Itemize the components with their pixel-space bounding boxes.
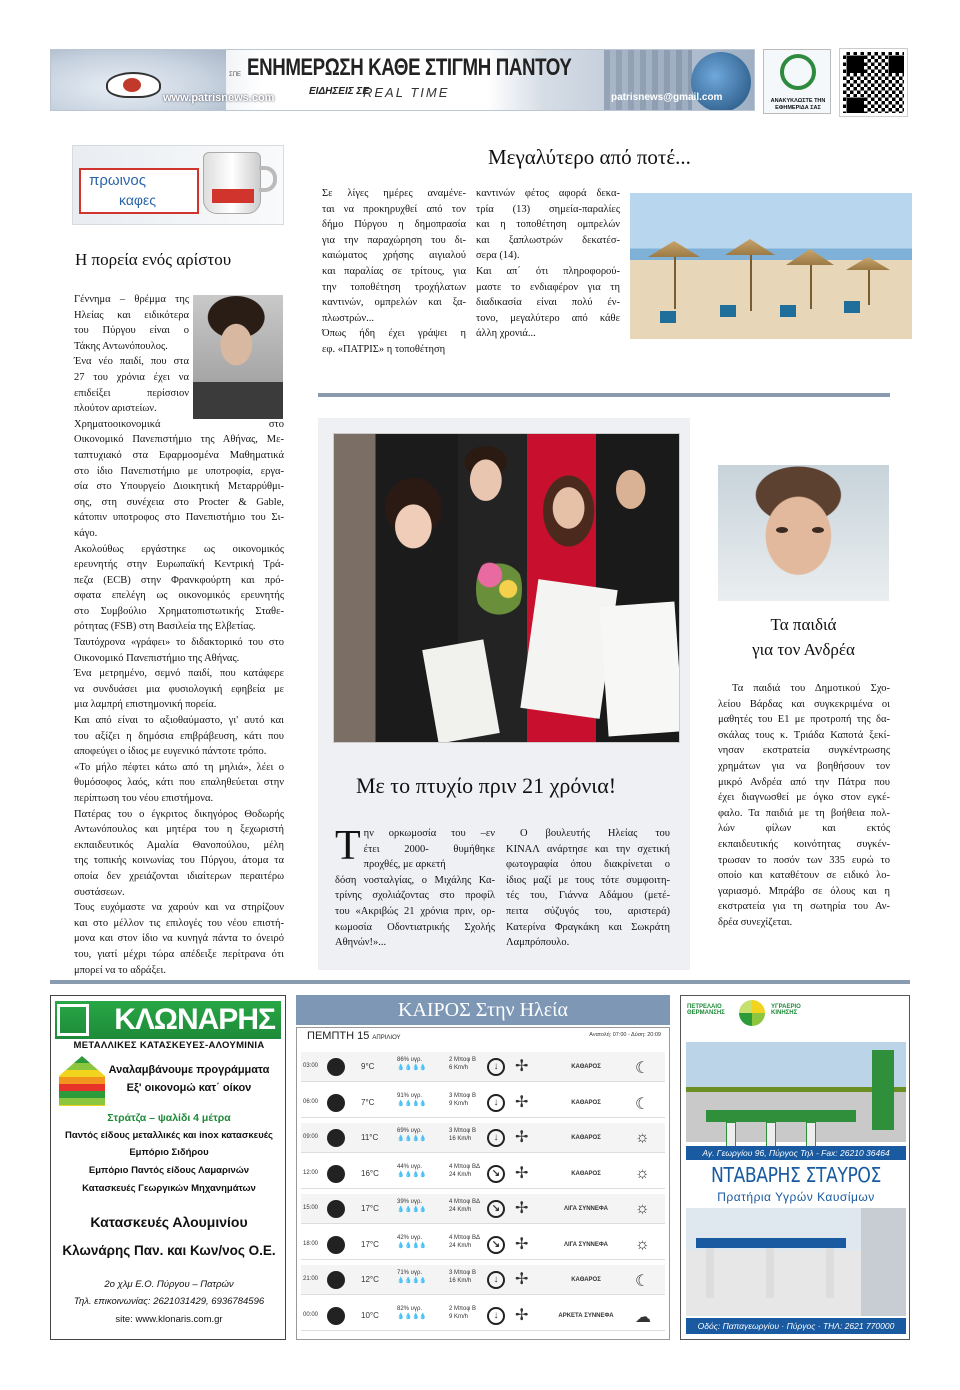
weather-condition: ΚΑΘΑΡΟΣ <box>571 1277 601 1283</box>
text-line: της τοπικής κοινωνίας του Πύργου, άτομα τα <box>74 855 284 867</box>
text-line: κάτοπιν υποτροφος στο Πανεπιστήμιο του Σι- <box>74 512 284 524</box>
banner-email[interactable]: patrisnews@gmail.com <box>611 92 723 103</box>
article-title-beach: Μεγαλύτερο από ποτέ... <box>488 145 691 169</box>
weather-wind: 2 Μποφ Β 6 Km/h <box>449 1057 476 1071</box>
weather-condition-icon: ☾ <box>635 1095 650 1113</box>
text-line: Οικονομικό Πανεπιστήμιο της Αθήνας, Με- <box>74 434 284 446</box>
weather-table <box>296 1027 670 1340</box>
weather-condition-icon: ☾ <box>635 1273 650 1290</box>
wind-direction-icon: ↘ <box>487 1165 505 1183</box>
klonaris-logo: ΚΛΩΝΑΡΗΣ <box>55 1001 281 1039</box>
weather-time: 15:00 <box>303 1205 319 1211</box>
text-line: εφ. «ΠΑΤΡΙΣ» η τοποθέτηση <box>322 343 446 355</box>
weather-condition: ΛΙΓΑ ΣΥΝΝΕΦΑ <box>564 1241 608 1248</box>
weather-condition: ΚΑΘΑΡΟΣ <box>571 1170 601 1177</box>
text-line: Τάκης Αντωνόπουλος. <box>74 340 168 352</box>
text-line: ρότητας (FSB) στη Βασιλεία της Ελβετίας. <box>74 621 256 633</box>
logo-word-2: καφες <box>119 192 156 208</box>
text-line: πλούτον αριστείων. <box>74 403 157 415</box>
weather-row <box>301 1052 665 1082</box>
ad-klonaris[interactable]: ΚΛΩΝΑΡΗΣ ΜΕΤΑΛΛΙΚΕΣ ΚΑΤΑΣΚΕΥΕΣ-ΑΛΟΥΜΙΝΙΑ Αναλαμβάνουμε προγράμματα Εξ' οικονομώ κατ΄ οίκον Στράτζα – ψαλίδι 4 μέτρα Παντός είδους μεταλλικές και inox κατασκευές Εμπόριο Σιδήρου Εμπόριο Παντός είδους Λαμαρινών Κατασκευές Γεωργικών Μηχανημάτων Κατασκευές Αλουμινίου Κλωνάρης Παν. και Κων/νος Ο.Ε. 2ο χλμ Ε.Ο. Πύργου – Πατρών Τηλ. επικοινωνίας: 2621031429, 6936784596 site: www.klonaris.com.gr <box>50 995 286 1340</box>
text-line: επιδείξει περίσσιον <box>74 387 189 399</box>
text-line: έχει διαγνωσθεί με όγκο στον εγκέ- <box>718 792 890 804</box>
text-line: δόση νοσταλγίας, ο Μιχάλης Κα- <box>335 874 495 886</box>
weather-time: 06:00 <box>303 1098 319 1105</box>
text-line: γαριασμό. Μπράβο σε όλους και η <box>718 885 890 897</box>
bp-address: Αγ. Γεωργίου 96, Πύργος Τηλ - Fax: 26210 36464 <box>686 1146 906 1160</box>
wind-direction-icon: ↓ <box>487 1094 505 1112</box>
article-title-grad: Με το πτυχίο πριν 21 χρόνια! <box>356 773 617 798</box>
article-title-boy-2: για τον Ανδρέα <box>752 640 855 659</box>
weather-row <box>301 1301 665 1331</box>
coffee-mug-icon <box>203 152 261 214</box>
weather-wind: 3 Μποφ Β 16 Km/h <box>449 1270 476 1284</box>
text-line: νησαν εκστρατεία συγκέντρωσης <box>718 745 890 757</box>
logo-box <box>79 168 199 214</box>
weather-temp: 10°C <box>361 1310 379 1320</box>
recycle-badge <box>763 49 831 114</box>
text-line: Κατερίνα Φραγκάκη και Σωκράτη <box>506 921 670 933</box>
text-line: έτει 2000- θυμήθηκε <box>363 843 495 855</box>
photo-boy <box>718 465 889 601</box>
windmill-icon: ✢ <box>515 1200 529 1217</box>
text-line: θυμόσοφος λαός, κάτι που επαληθεύεται στην <box>74 777 284 789</box>
weather-wind: 4 Μποφ ΒΔ 24 Km/h <box>449 1234 480 1249</box>
weather-temp: 12°C <box>361 1275 379 1284</box>
text-line: Σε λίγες ημέρες αναμένε- <box>322 188 466 199</box>
text-line: Χρηματοοικονομικά στο <box>74 418 284 430</box>
weather-row <box>301 1230 665 1260</box>
windmill-icon: ✢ <box>515 1129 529 1146</box>
bp-logo-icon <box>739 1000 765 1026</box>
weather-condition-icon: ☼ <box>635 1129 650 1146</box>
weather-time: 09:00 <box>303 1134 319 1140</box>
text-line: του «Ακριβώς 21 χρόνια πριν, ορ- <box>335 905 495 917</box>
grad-col-1 <box>335 823 495 951</box>
text-line: ΚΙΝΑΛ ανάρτησε και την σχετική <box>506 843 670 855</box>
clock-icon <box>327 1307 345 1325</box>
text-line: Τους ευχόμαστε να χαρούν και να στηρίζουν <box>74 902 284 914</box>
text-line: «Το μήλο πέφτει κάτω από τη μηλιά», λέει ο <box>74 761 284 773</box>
weather-condition: ΚΑΘΑΡΟΣ <box>571 1064 601 1070</box>
weather-row <box>301 1194 665 1224</box>
text-line: τρία (13) σημεία-παραλίες <box>476 203 620 215</box>
station-photo-1 <box>686 1042 906 1142</box>
beach-col-2 <box>476 186 620 342</box>
divider <box>318 393 890 397</box>
wind-direction-icon: ↓ <box>487 1307 505 1325</box>
weather-temp: 17°C <box>361 1239 379 1249</box>
clock-icon <box>327 1094 345 1112</box>
weather-condition: ΚΑΘΑΡΟΣ <box>571 1135 601 1141</box>
text-line: εκπαιδευτικός Αμαλία Θανοπούλου, μέλη <box>74 839 284 851</box>
weather-row <box>301 1159 665 1189</box>
text-line: κωμοσία Οδοντιατρικής Σχολής <box>335 921 495 933</box>
recycle-caption: ΑΝΑΚΥΚΛΩΣΤΕ ΤΗΝ ΕΦΗΜΕΡΙΔΑ ΣΑΣ <box>770 98 826 111</box>
text-line: και στο μέλλον τις επιλογές του νέου επιστή- <box>74 917 284 929</box>
header-banner <box>50 49 755 111</box>
text-line: Ο βουλευτής Ηλείας του <box>520 828 670 839</box>
dropcap: Τ <box>335 823 361 869</box>
text-line: ερευνητής στην Ευρωπαϊκή Κεντρική Τρά- <box>74 559 284 571</box>
text-line: διαδικασία είναι πολύ έν- <box>476 297 620 309</box>
text-line: μικρό Ανδρέα από την Πάτρα που <box>718 776 890 788</box>
text-line: Και απ΄ ότι πληροφορού- <box>476 265 620 277</box>
text-line: λείου Βάρδας και συγκεκριμένα οι <box>718 698 890 710</box>
text-line: την τοποθέτηση τροχήλατων <box>322 281 466 293</box>
text-line: καντινών φέτος αφορά δεκα- <box>476 188 620 199</box>
banner-sub: ΕΙΔΗΣΕΙΣ ΣΕ <box>309 86 369 97</box>
text-line: Όπως ήδη έχει γράψει η <box>322 328 466 340</box>
text-line: αποφεύγει ο ίδιος με ευγενικό πάντοτε τρόπο. <box>74 746 267 758</box>
text-line: σκάλας τους κ. Τριάδα Καποτά ξεκί- <box>718 729 890 741</box>
ad-davaris[interactable] <box>680 995 910 1340</box>
text-line: τρίνης σχολιάζοντας στο προφίλ <box>335 890 495 902</box>
text-line: περίπτωση του νέου επιστήμονα. <box>74 793 214 804</box>
text-line: σερα (14). <box>476 250 520 262</box>
text-line: τρωσαν το ποσόν των 335 ευρώ το <box>718 854 890 866</box>
weather-humidity: 44% υγρ. 💧💧💧💧 <box>397 1163 427 1178</box>
photo-graduation <box>333 433 680 743</box>
bp-top-1: ΠΕΤΡΕΛΑΙΟ ΘΕΡΜΑΝΣΗΣ <box>687 1004 725 1016</box>
text-line: Οικονομικό Πανεπιστήμιο της Αθήνας. <box>74 652 240 664</box>
windmill-icon: ✢ <box>515 1271 529 1288</box>
text-line: μια λαμπρή επιστημονική πορεία. <box>74 699 217 711</box>
text-line: Αντωνόπουλος και μητέρα του η ξεχωριστή <box>74 824 284 836</box>
text-line: καντινών, ομπρελών και ξα- <box>322 297 466 309</box>
beach-col-1 <box>322 186 466 358</box>
text-line: τονο, μεγαλύτερο από κάθε <box>476 312 620 324</box>
weather-humidity: 71% υγρ. 💧💧💧💧 <box>397 1270 427 1284</box>
text-line: Αθηνών!»... <box>335 937 387 949</box>
text-line: τές του, Γιάννα Αδάμου (μετέ- <box>506 890 670 902</box>
text-line: δήμο Πύργου η δημοπρασία <box>322 219 466 231</box>
text-line: μπορεί να το αδράξει. <box>74 964 166 976</box>
weather-time: 12:00 <box>303 1169 319 1176</box>
article-title-left: Η πορεία ενός αρίστου <box>75 250 232 269</box>
text-line: πειτα σύζυγός του, αριστερά) <box>506 905 670 917</box>
text-line: εκστρατεία για τη σωτηρία του Αν- <box>718 901 890 913</box>
station-photo-2 <box>686 1208 906 1316</box>
text-line: συστάσεων. <box>74 886 125 898</box>
logo-word-1: πρωινος <box>89 172 146 189</box>
text-line: του, γιατί μέχρι τώρα απέδειξε περίτρανα ότι <box>74 948 284 960</box>
wind-direction-icon: ↓ <box>487 1058 505 1076</box>
weather-condition: ΚΑΘΑΡΟΣ <box>571 1099 601 1106</box>
weather-condition-icon: ☁ <box>635 1308 651 1326</box>
text-line: 27 του χρόνια έχει να <box>74 371 189 383</box>
weather-temp: 9°C <box>361 1062 375 1071</box>
windmill-icon: ✢ <box>515 1164 529 1182</box>
text-line: Ταυτόχρονα «γράφει» το διδακτορικό του στο <box>74 637 284 649</box>
clock-icon <box>327 1271 345 1289</box>
clock-icon <box>327 1058 345 1076</box>
weather-humidity: 39% υγρ. 💧💧💧💧 <box>397 1199 427 1213</box>
weather-temp: 11°C <box>361 1133 379 1142</box>
klonaris-tag: ΜΕΤΑΛΛΙΚΕΣ ΚΑΤΑΣΚΕΥΕΣ-ΑΛΟΥΜΙΝΙΑ <box>73 1040 265 1051</box>
weather-humidity: 91% υγρ. 💧💧💧💧 <box>397 1092 427 1107</box>
windmill-icon: ✢ <box>515 1058 529 1075</box>
weather-row <box>301 1265 665 1295</box>
text-line: ην ορκωμοσία του –εν <box>363 828 495 839</box>
weather-condition-icon: ☼ <box>635 1235 650 1253</box>
text-line: πεζα (ECB) στην Φρανκφούρτη και πρό- <box>74 574 284 586</box>
clock-icon <box>327 1200 345 1218</box>
bp-name: ΝΤΑΒΑΡΗΣ ΣΤΑΥΡΟΣ <box>711 1163 881 1187</box>
text-line: Ηλείας και ειδικότερα <box>74 309 189 321</box>
recycle-icon <box>780 54 816 90</box>
text-line: καιώματος χρήσης αιγιαλού <box>322 250 466 262</box>
clock-icon <box>327 1165 345 1183</box>
text-line: δρέα συνεχίζεται. <box>718 916 793 928</box>
grad-col-2 <box>506 826 670 951</box>
text-line: εκπαιδευτικής κοινότητας συγκέν- <box>718 838 890 850</box>
text-line: του αξίζει η δημόσια επιβράβευση, κάτι που <box>74 730 284 742</box>
text-line: στο Συμβούλιο Χρηματοπιστωτικής Σταθε- <box>74 605 284 617</box>
text-line: και παραλίας σε τρίτους, για <box>322 265 466 277</box>
banner-realtime: REAL TIME <box>363 85 450 100</box>
weather-time: 21:00 <box>303 1276 319 1282</box>
qr-code-icon[interactable] <box>840 49 907 116</box>
weather-condition-icon: ☼ <box>635 1164 650 1182</box>
weather-sunrise: Ανατολή: 07:00 - Δύση: 20:09 <box>589 1032 661 1038</box>
weather-time: 03:00 <box>303 1063 319 1069</box>
text-line: για την παραχώρηση του δι- <box>322 234 466 246</box>
weather-wind: 4 Μποφ ΒΔ 24 Km/h <box>449 1163 480 1178</box>
text-line: σφατα επελέγη ως οικονομικός ερευνητής <box>74 590 284 602</box>
weather-wind: 4 Μποφ ΒΔ 24 Km/h <box>449 1199 480 1213</box>
weather-title: ΚΑΙΡΟΣ Στην Ηλεία <box>296 995 670 1025</box>
text-line: Γέννημα – θρέμμα της <box>74 294 189 305</box>
weather-temp: 16°C <box>361 1168 379 1178</box>
text-line: οποίο και καταθέτουν σε ειδικό λο- <box>718 870 890 882</box>
article-body-left <box>74 292 284 978</box>
text-line: μονα και στον ίδιο να κυνηγά πάντα το όνειρό <box>74 933 284 945</box>
weather-time: 18:00 <box>303 1240 319 1247</box>
text-line: Ένα μετρημένο, σεμνό παιδί, που κατάφερε <box>74 668 284 680</box>
text-line: άλλη χρονιά... <box>476 328 536 340</box>
weather-temp: 17°C <box>361 1204 379 1213</box>
weather-day: ΠΕΜΠΤΗ 15 ΑΠΡΙΛΙΟΥ <box>307 1030 401 1042</box>
text-line: μαθητές του Ε1 με προτροπή της δα- <box>718 714 890 726</box>
weather-humidity: 69% υγρ. 💧💧💧💧 <box>397 1128 427 1142</box>
wind-direction-icon: ↘ <box>487 1200 505 1218</box>
text-line: και η τοποθέτηση ομπρελών <box>476 219 620 231</box>
banner-headline: ΕΝΗΜΕΡΩΣΗ ΚΑΘΕ ΣΤΙΓΜΗ ΠΑΝΤΟΥ <box>247 54 572 81</box>
bp-address-2: Οδός: Παπαγεωργίου · Πύργος · ΤΗΛ: 2621 770000 <box>686 1318 906 1334</box>
text-line: και ξαπλωστρών δεκατέσ- <box>476 234 620 246</box>
photo-beach <box>630 193 912 339</box>
morning-coffee-logo <box>72 145 284 225</box>
weather-humidity: 42% υγρ. 💧💧💧💧 <box>397 1234 427 1249</box>
windmill-icon: ✢ <box>515 1306 529 1324</box>
text-line: φωτογραφία όπου διακρίνεται ο <box>506 859 670 871</box>
text-line: ίδιος μαζί με τους τότε συμφοιτη- <box>506 874 670 886</box>
text-line: Ένα νέο παιδί, που στα <box>74 356 189 368</box>
clock-icon <box>327 1129 345 1147</box>
weather-humidity: 82% υγρ. 💧💧💧💧 <box>397 1305 427 1320</box>
text-line: σία στο Υπουργείο Διοικητική Μεταρρύθμι- <box>74 481 284 493</box>
weather-time: 00:00 <box>303 1311 319 1318</box>
text-line: πλωστρών... <box>322 312 374 324</box>
weather-condition-icon: ☾ <box>635 1060 650 1077</box>
text-line: να συνδυάσει μια φυσιολογική εφηβεία με <box>74 683 284 695</box>
article-title-boy-1: Τα παιδιά <box>770 615 837 634</box>
text-line: Ακολούθως εργάστηκε ως οικονομικός <box>74 543 284 555</box>
text-line: ται να προκηρυχθεί από τον <box>322 203 466 215</box>
banner-url[interactable]: www.patrisnews.com <box>163 92 275 104</box>
text-line: Και από είναι το αξιοθαύμαστο, γι' αυτό και <box>74 715 284 727</box>
weather-wind: 2 Μποφ Β 9 Km/h <box>449 1305 476 1320</box>
weather-widget <box>296 995 670 1340</box>
text-line: Λαμπρόπουλο. <box>506 937 570 949</box>
bp-sub: Πρατήρια Υγρών Καυσίμων <box>717 1190 875 1204</box>
text-line: λών φίλων και εκτός <box>718 823 890 835</box>
divider <box>50 980 910 984</box>
text-line: του Πύργου είναι ο <box>74 325 189 337</box>
weather-row <box>301 1088 665 1118</box>
wind-direction-icon: ↓ <box>487 1271 505 1289</box>
text-line: ταπτυχιακό στα Εφαρμοσμένα Μαθηματικά <box>74 449 284 461</box>
bp-top-2: ΥΓΡΑΕΡΙΟ ΚΙΝΗΣΗΣ <box>771 1004 801 1016</box>
weather-temp: 7°C <box>361 1097 375 1107</box>
text-line: χρημάτων για να βοηθήσουν τον <box>718 760 890 772</box>
article-body-boy <box>718 681 890 931</box>
text-line: Τα παιδιά του Δημοτικού Σχο- <box>732 683 890 694</box>
text-line: προχθές, με αρκετή <box>363 859 446 871</box>
wind-direction-icon: ↓ <box>487 1129 505 1147</box>
text-line: φαλο. Τα παιδιά με τη βοήθεια πολ- <box>718 807 890 819</box>
text-line: μαστε το ενδιαφέρον για τη <box>476 281 620 293</box>
weather-row <box>301 1123 665 1153</box>
weather-humidity: 86% υγρ. 💧💧💧💧 <box>397 1057 427 1071</box>
windmill-icon: ✢ <box>515 1235 529 1253</box>
text-line: οποία δεν χρειάζονται ιδιαίτερων περαιτέρω <box>74 870 284 882</box>
weather-wind: 3 Μποφ Β 16 Km/h <box>449 1128 476 1142</box>
text-line: Πατέρας του ο έγκριτος δικηγόρος Θοδωρής <box>74 808 284 820</box>
windmill-icon: ✢ <box>515 1093 529 1111</box>
text-line: στο ίδιο Πανεπιστήμιο με υποτροφία, εργα- <box>74 465 284 477</box>
clock-icon <box>327 1236 345 1254</box>
wind-direction-icon: ↘ <box>487 1236 505 1254</box>
weather-condition: ΛΙΓΑ ΣΥΝΝΕΦΑ <box>564 1206 608 1212</box>
weather-wind: 3 Μποφ Β 9 Km/h <box>449 1092 476 1107</box>
weather-condition-icon: ☼ <box>635 1200 650 1217</box>
text-line: κάγο. <box>74 527 98 539</box>
banner-small-text: ΣΠΕ <box>229 72 242 78</box>
text-line: σης, στη συνέχεια στο Procter & Gable, <box>74 496 284 508</box>
weather-condition: ΑΡΚΕΤΑ ΣΥΝΝΕΦΑ <box>558 1312 614 1319</box>
